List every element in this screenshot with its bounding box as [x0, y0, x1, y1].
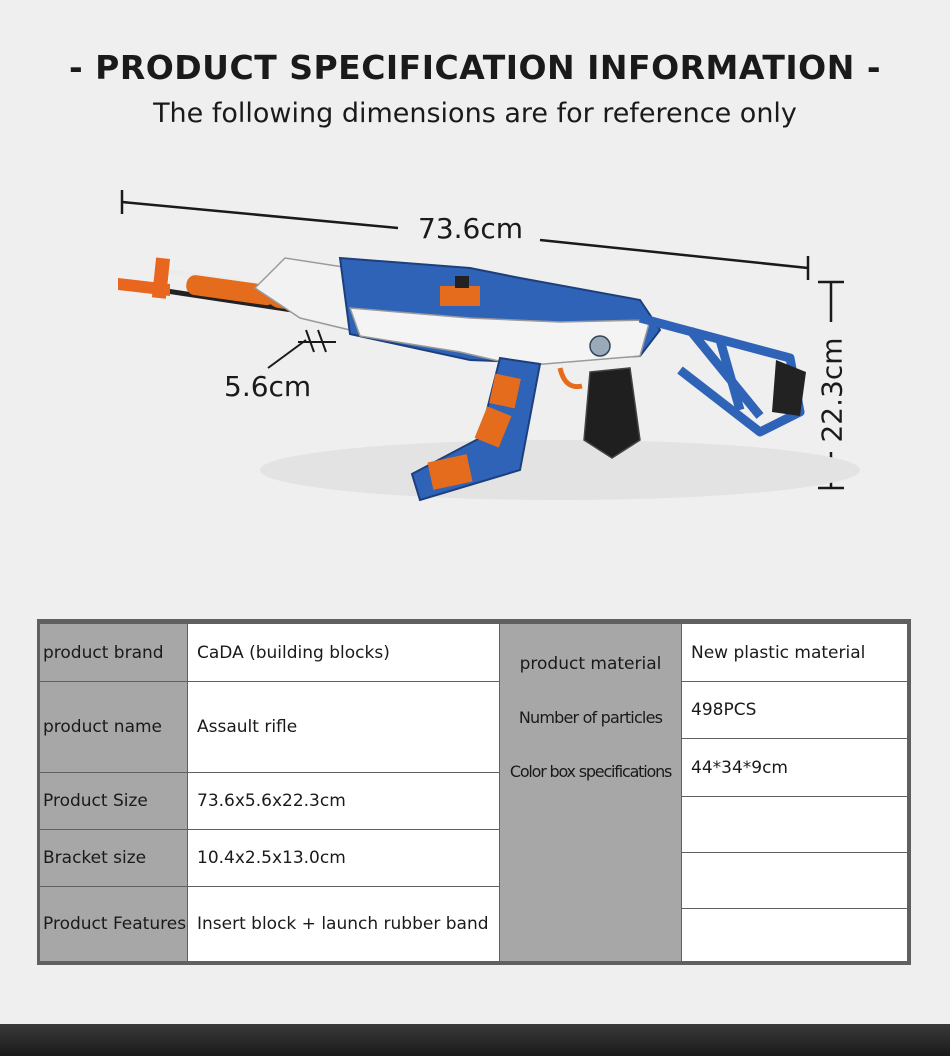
height-label-text: 22.3cm [815, 337, 849, 443]
width-label: 5.6cm [224, 370, 312, 403]
spec-label-brand: product brand [40, 624, 187, 681]
spec-label-bracket: Bracket size [40, 830, 187, 886]
spec-label-name: product name [40, 682, 187, 772]
spec-value-material: New plastic material [682, 624, 907, 681]
spec-label-features: Product Features [40, 887, 187, 961]
spec-value-name: Assault rifle [188, 682, 499, 772]
spec-value-empty-1 [682, 797, 907, 852]
spec-label-colorbox: Color box specifications [509, 762, 672, 781]
spec-value-brand: CaDA (building blocks) [188, 624, 499, 681]
spec-value-empty-2 [682, 853, 907, 908]
spec-value-colorbox: 44*34*9cm [682, 739, 907, 796]
width-dimension-line [268, 330, 336, 368]
spec-value-size: 73.6x5.6x22.3cm [188, 773, 499, 829]
spec-right-label-column [500, 624, 681, 961]
spec-value-features: Insert block + launch rubber band [188, 887, 499, 961]
bottom-bar [0, 1024, 950, 1056]
page-subtitle: The following dimensions are for reference only [153, 98, 797, 129]
spec-value-particles: 498PCS [682, 682, 907, 738]
spec-table [37, 619, 911, 965]
spec-value-bracket: 10.4x2.5x13.0cm [188, 830, 499, 886]
page-title: - PRODUCT SPECIFICATION INFORMATION - [68, 48, 882, 87]
spec-label-particles: Number of particles [518, 708, 663, 727]
spec-label-material: product material [519, 654, 662, 674]
height-label [808, 330, 856, 450]
spec-value-empty-3 [682, 909, 907, 961]
length-label: 73.6cm [418, 212, 524, 245]
spec-label-size: Product Size [40, 773, 187, 829]
